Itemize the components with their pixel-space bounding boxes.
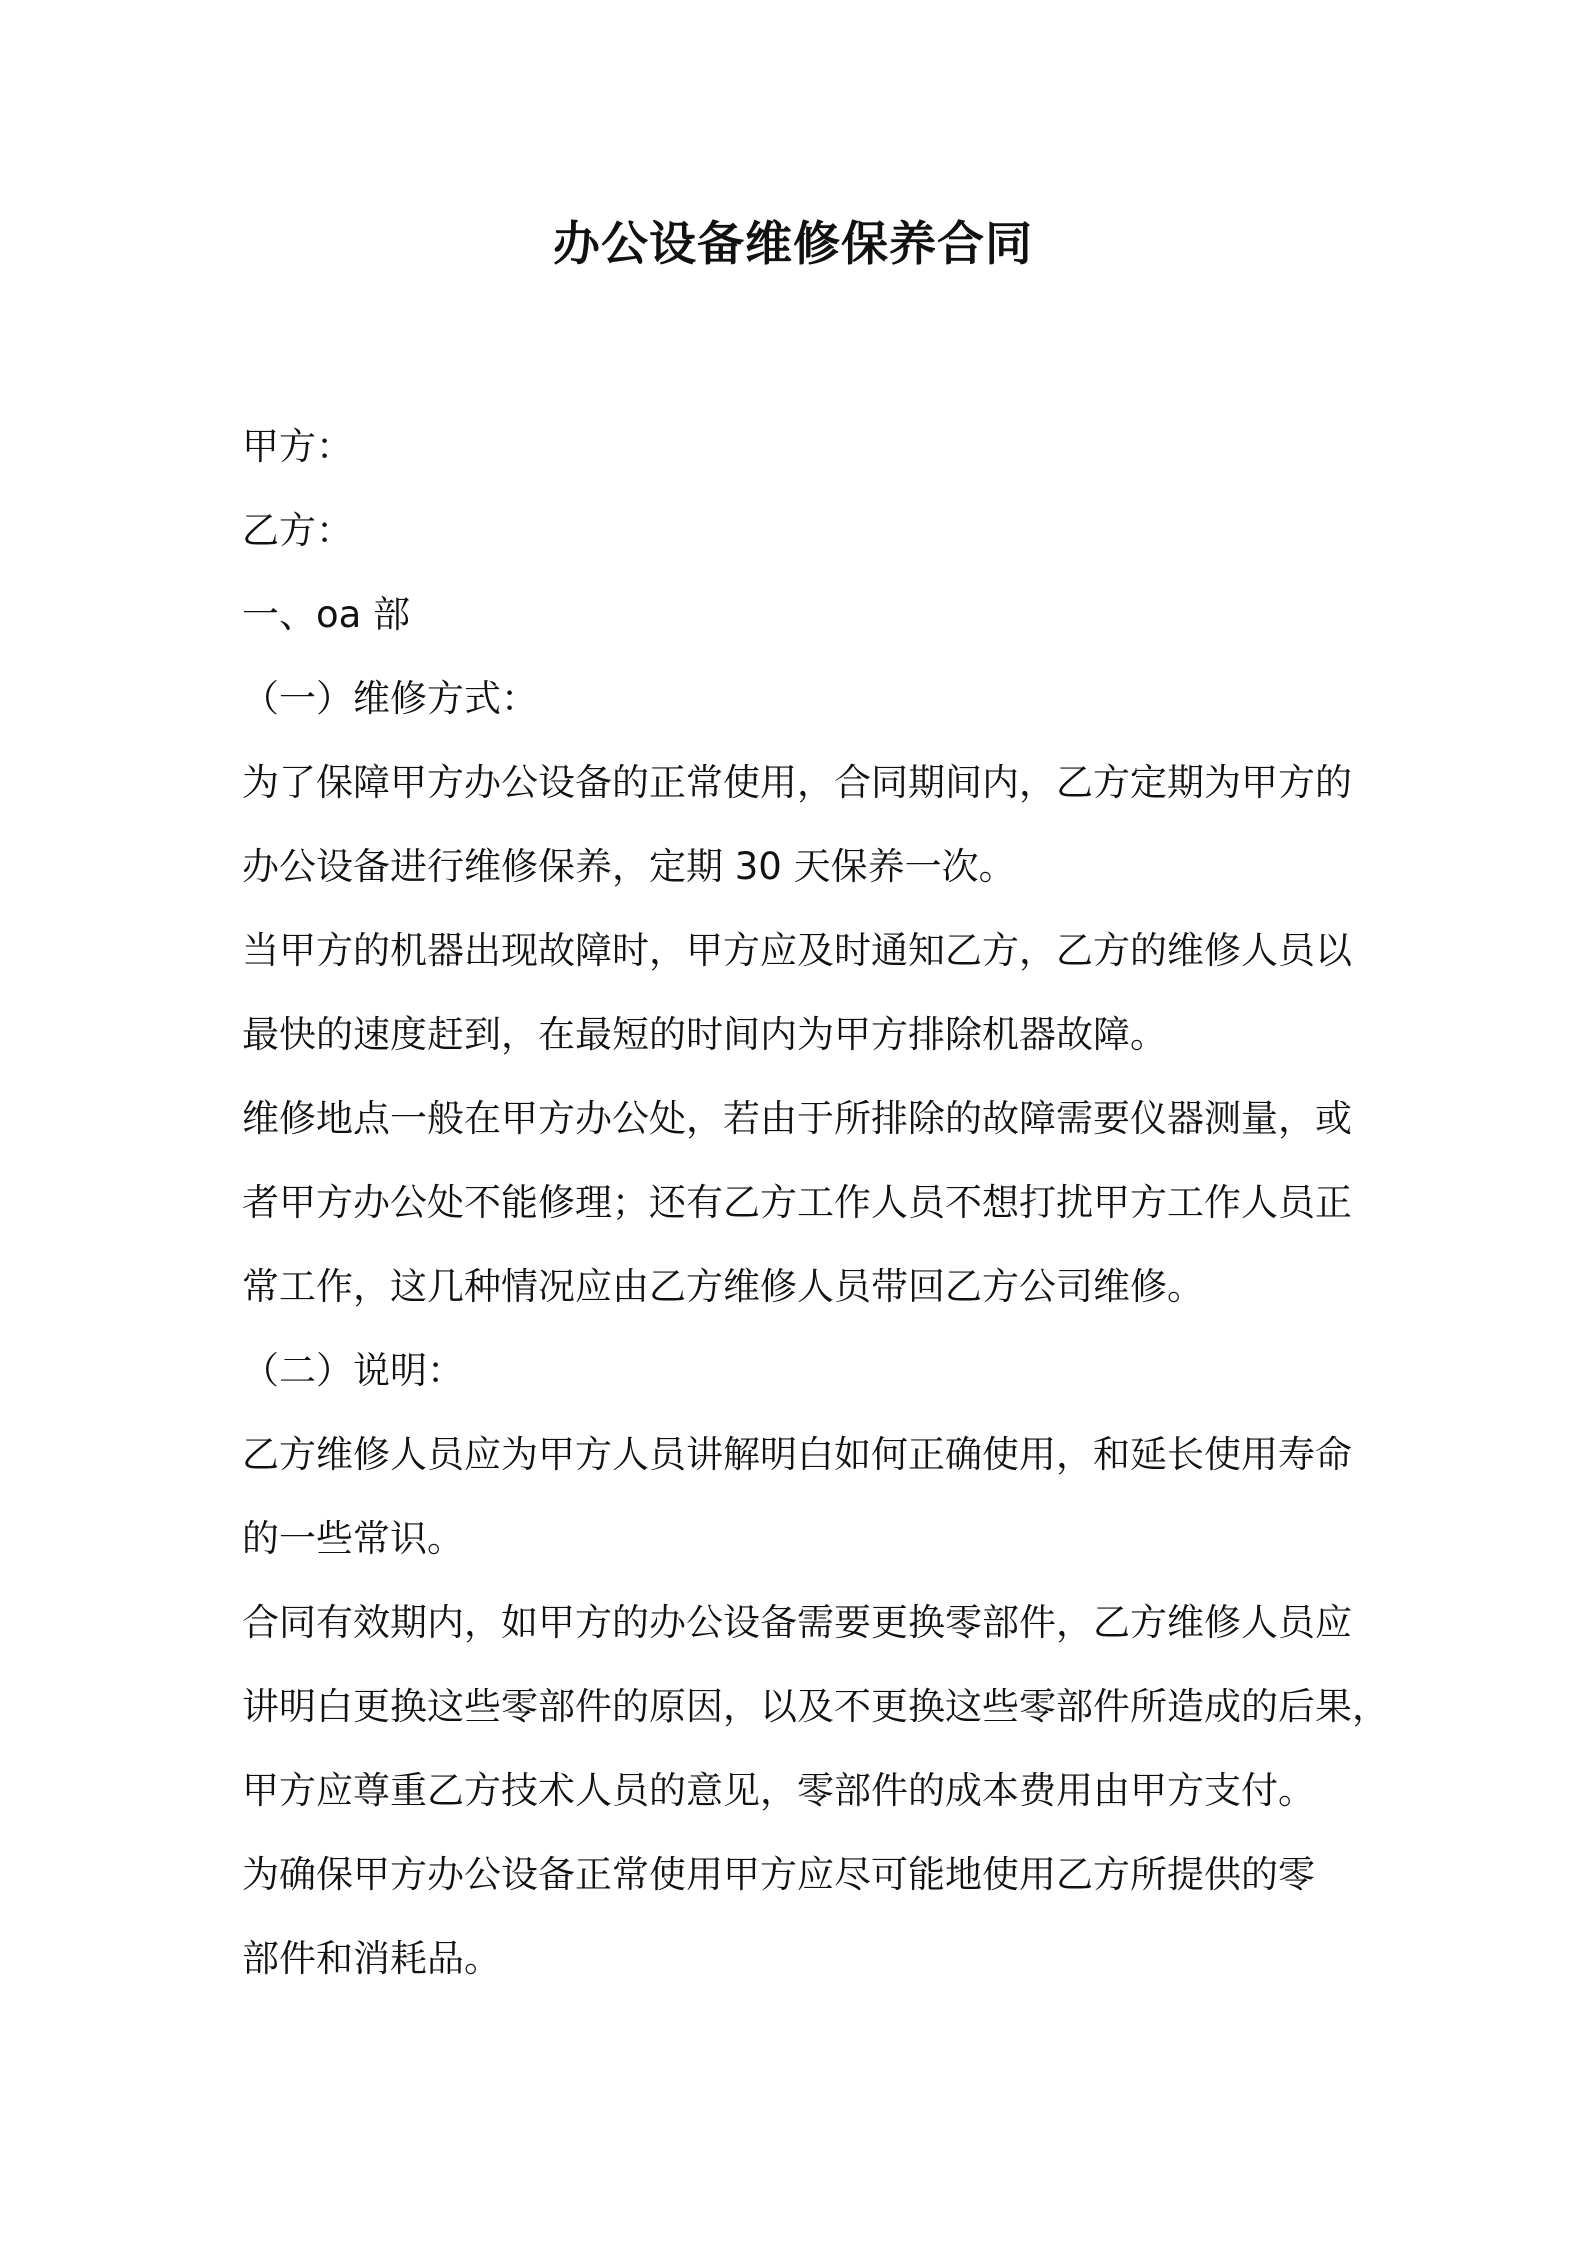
paragraph-line: 合同有效期内，如甲方的办公设备需要更换零部件，乙方维修人员应 [242,1601,1352,1644]
paragraph-line: 的一些常识。 [242,1517,464,1560]
subsection-heading-repair-method: （一）维修方式： [242,677,538,720]
paragraph-line: 乙方维修人员应为甲方人员讲解明白如何正确使用，和延长使用寿命 [242,1433,1352,1476]
paragraph-line: 常工作，这几种情况应由乙方维修人员带回乙方公司维修。 [242,1265,1204,1308]
paragraph-line: 为确保甲方办公设备正常使用甲方应尽可能地使用乙方所提供的零 [242,1853,1315,1896]
document-body [242,405,1389,2001]
paragraph-line: 为了保障甲方办公设备的正常使用，合同期间内，乙方定期为甲方的 [242,761,1352,804]
document-title: 办公设备维修保养合同 [553,217,1033,272]
paragraph-line: 当甲方的机器出现故障时，甲方应及时通知乙方，乙方的维修人员以 [242,929,1352,972]
paragraph-line: 者甲方办公处不能修理；还有乙方工作人员不想打扰甲方工作人员正 [242,1181,1352,1224]
section-heading-oa: 一、oa 部 [242,593,411,636]
party-a-line: 甲方： [242,425,353,468]
paragraph-line: 讲明白更换这些零部件的原因，以及不更换这些零部件所造成的后果， [242,1685,1389,1728]
subsection-heading-explanation: （二）说明： [242,1349,464,1392]
paragraph-line: 维修地点一般在甲方办公处，若由于所排除的故障需要仪器测量，或 [242,1097,1352,1140]
paragraph-line: 最快的速度赶到，在最短的时间内为甲方排除机器故障。 [242,1013,1167,1056]
party-b-line: 乙方： [242,509,353,552]
paragraph-line: 甲方应尊重乙方技术人员的意见，零部件的成本费用由甲方支付。 [242,1769,1315,1812]
paragraph-line: 部件和消耗品。 [242,1937,501,1980]
paragraph-line: 办公设备进行维修保养，定期 30 天保养一次。 [242,845,1016,888]
